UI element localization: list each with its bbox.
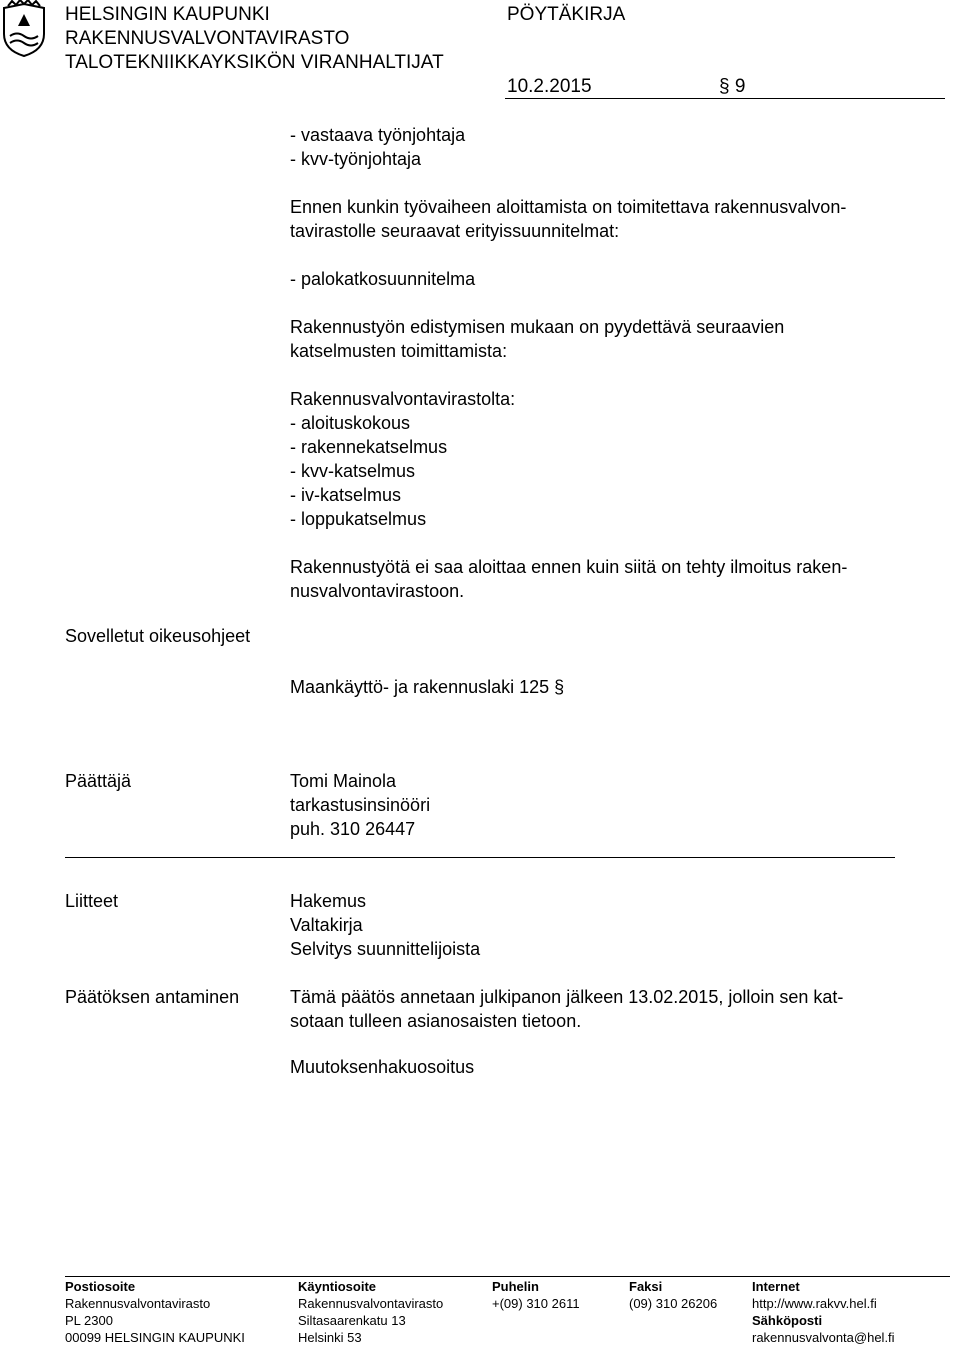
office-name: RAKENNUSVALVONTAVIRASTO — [65, 28, 350, 49]
body-line: Rakennustyötä ei saa aloittaa ennen kuin siitä on tehty ilmoitus raken- — [290, 557, 848, 577]
helsinki-crest-logo — [0, 0, 48, 58]
footer-rule — [65, 1276, 950, 1277]
decider-title: tarkastusinsinööri — [290, 795, 431, 815]
doc-type: PÖYTÄKIRJA — [507, 4, 626, 25]
attachment-item: Selvitys suunnittelijoista — [290, 939, 481, 959]
decider-label: Päättäjä — [65, 771, 132, 791]
footer-visit-line: Siltasaarenkatu 13 — [298, 1313, 406, 1328]
footer-postal-line: 00099 HELSINGIN KAUPUNKI — [65, 1330, 245, 1345]
footer-internet-label: Internet — [752, 1279, 800, 1294]
inspection-item: - iv-katselmus — [290, 485, 402, 505]
footer-visit-line: Rakennusvalvontavirasto — [298, 1296, 444, 1311]
appeal-heading: Muutoksenhakuosoitus — [290, 1057, 475, 1077]
issuance-text: sotaan tulleen asianosaisten tietoon. — [290, 1011, 582, 1031]
law-label: Sovelletut oikeusohjeet — [65, 626, 251, 646]
footer-visit-label: Käyntiosoite — [298, 1279, 377, 1294]
section-number: § 9 — [719, 76, 746, 97]
footer-phone: +(09) 310 2611 — [492, 1296, 580, 1311]
section-rule — [65, 857, 895, 858]
footer-postal-line: Rakennusvalvontavirasto — [65, 1296, 211, 1311]
footer-postal-label: Postiosoite — [65, 1279, 136, 1294]
meeting-date: 10.2.2015 — [507, 76, 592, 97]
law-text: Maankäyttö- ja rakennuslaki 125 § — [290, 677, 565, 697]
footer-phone-label: Puhelin — [492, 1279, 539, 1294]
city-name: HELSINGIN KAUPUNKI — [65, 4, 270, 25]
footer-visit-line: Helsinki 53 — [298, 1330, 362, 1345]
footer-website-link[interactable]: http://www.rakvv.hel.fi — [752, 1296, 877, 1311]
footer-email-link[interactable]: rakennusvalvonta@hel.fi — [752, 1330, 895, 1345]
body-line: tavirastolle seuraavat erityissuunnitelmat: — [290, 221, 620, 241]
inspection-item: - kvv-katselmus — [290, 461, 416, 481]
attachments-label: Liitteet — [65, 891, 119, 911]
attachment-item: Hakemus — [290, 891, 367, 911]
attachment-item: Valtakirja — [290, 915, 363, 935]
issuance-label: Päätöksen antaminen — [65, 987, 240, 1007]
issuance-text: Tämä päätös annetaan julkipanon jälkeen 13.02.2015, jolloin sen kat- — [290, 987, 844, 1007]
inspections-heading: Rakennusvalvontavirastolta: — [290, 389, 516, 409]
footer-email-label: Sähköposti — [752, 1313, 823, 1328]
body-line: Rakennustyön edistymisen mukaan on pyydettävä seuraavien — [290, 317, 785, 337]
body-line: - kvv-työnjohtaja — [290, 149, 422, 169]
footer-fax: (09) 310 26206 — [629, 1296, 718, 1311]
decider-name: Tomi Mainola — [290, 771, 397, 791]
body-line: Ennen kunkin työvaiheen aloittamista on toimitettava rakennusvalvon- — [290, 197, 847, 217]
unit-name: TALOTEKNIIKKAYKSIKÖN VIRANHALTIJAT — [65, 52, 444, 73]
body-line: nusvalvontavirastoon. — [290, 581, 465, 601]
body-line: - vastaava työnjohtaja — [290, 125, 466, 145]
body-line: - palokatkosuunnitelma — [290, 269, 476, 289]
body-line: katselmusten toimittamista: — [290, 341, 508, 361]
footer-fax-label: Faksi — [629, 1279, 663, 1294]
inspection-item: - loppukatselmus — [290, 509, 427, 529]
decider-phone: puh. 310 26447 — [290, 819, 416, 839]
inspection-item: - aloituskokous — [290, 413, 411, 433]
footer-postal-line: PL 2300 — [65, 1313, 113, 1328]
header-rule — [505, 98, 945, 99]
inspection-item: - rakennekatselmus — [290, 437, 448, 457]
